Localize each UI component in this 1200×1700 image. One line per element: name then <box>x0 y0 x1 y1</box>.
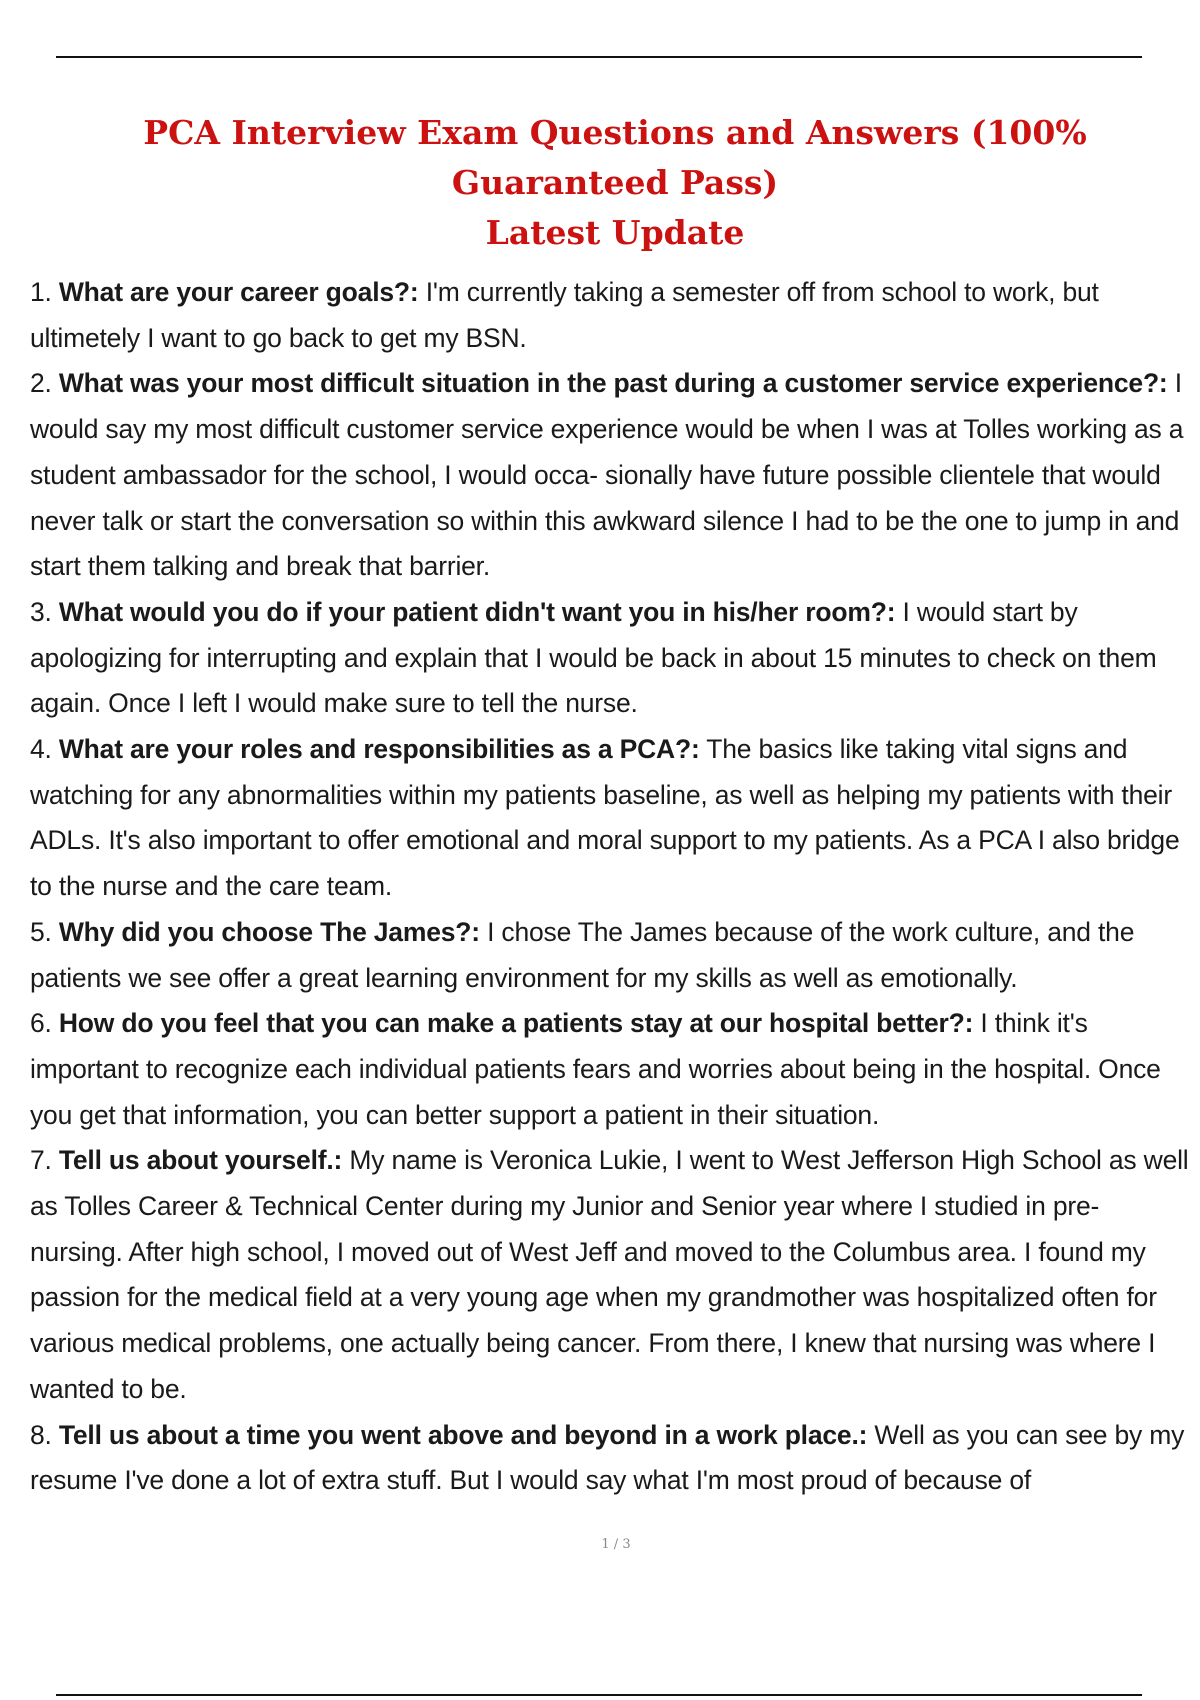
qa-number: 8. <box>30 1419 52 1450</box>
qa-item-8 <box>30 1413 1190 1504</box>
qa-question: How do you feel that you can make a patients stay at our hospital better?: <box>58 1008 974 1039</box>
qa-answer: I would start by apologizing for interrupting and explain that I would be back in about 15 minutes to check on them again. Once I left I would make sure to tell the nurse. <box>30 596 1157 719</box>
qa-answer: My name is Veronica Lukie, I went to West Jefferson High School as well as Tolles Career & Technical Center during my Junior and Senior year where I studied in pre-nursing. After high school, I moved out of West Jeff and moved to the Columbus area. I found my passion for the medical field at a very young age when my grandmother was hospitalized often for various medical problems, one actually being cancer. From there, I knew that nursing was where I wanted to be. <box>30 1145 1189 1404</box>
qa-question: Tell us about a time you went above and beyond in a work place.: <box>58 1419 868 1450</box>
qa-answer: The basics like taking vital signs and watching for any abnormalities within my patients baseline, as well as helping my patients with their ADLs. It's also important to offer emotional and moral support to my patients. As a PCA I also bridge to the nurse and the care team. <box>30 734 1180 902</box>
qa-answer: I think it's important to recognize each individual patients fears and worries about being in the hospital. Once you get that information, you can better support a patient in their situation. <box>30 1008 1161 1130</box>
qa-item-5 <box>30 910 1190 1001</box>
qa-list <box>30 270 1190 1504</box>
page-number: 1 / 3 <box>601 1537 631 1552</box>
bottom-rule <box>56 1694 1142 1696</box>
qa-answer: I chose The James because of the work culture, and the patients we see offer a great learning environment for my skills as well as emotionally. <box>30 916 1135 993</box>
qa-item-3 <box>30 590 1190 727</box>
qa-answer: I'm currently taking a semester off from school to work, but ultimetely I want to go back to get my BSN. <box>30 277 1099 353</box>
qa-number: 5. <box>30 916 52 947</box>
qa-number: 6. <box>30 1008 52 1039</box>
qa-question: Why did you choose The James?: <box>58 916 480 947</box>
qa-question: What would you do if your patient didn't want you in his/her room?: <box>58 596 896 627</box>
title-line-1: PCA Interview Exam Questions and Answers (100% Guaranteed Pass) <box>143 113 1087 202</box>
qa-number: 4. <box>30 734 52 765</box>
qa-number: 7. <box>30 1145 52 1176</box>
qa-question: What was your most difficult situation in the past during a customer service experience?: <box>58 368 1168 399</box>
document-title <box>40 108 1190 258</box>
qa-question: Tell us about yourself.: <box>58 1145 343 1176</box>
qa-item-7 <box>30 1138 1190 1412</box>
title-line-2: Latest Update <box>485 213 745 252</box>
qa-number: 3. <box>30 596 52 627</box>
qa-question: What are your career goals?: <box>58 277 419 307</box>
qa-number: 1. <box>30 277 52 307</box>
qa-item-6 <box>30 1001 1190 1138</box>
qa-question: What are your roles and responsibilities as a PCA?: <box>58 734 700 765</box>
qa-answer: I would say my most difficult customer service experience would be when I was at Tolles working as a student ambassador for the school, I would occa- sionally have future possible clientele that would never talk or start the conversation so within this awkward silence I had to be the one to jump in and start them talking and break that barrier. <box>30 368 1184 582</box>
top-rule <box>56 56 1142 58</box>
qa-answer: Well as you can see by my resume I've done a lot of extra stuff. But I would say what I'm most proud of because of <box>30 1419 1185 1496</box>
qa-item-1 <box>30 270 1190 361</box>
qa-number: 2. <box>30 368 52 399</box>
qa-item-2 <box>30 361 1190 590</box>
qa-item-4 <box>30 727 1190 910</box>
